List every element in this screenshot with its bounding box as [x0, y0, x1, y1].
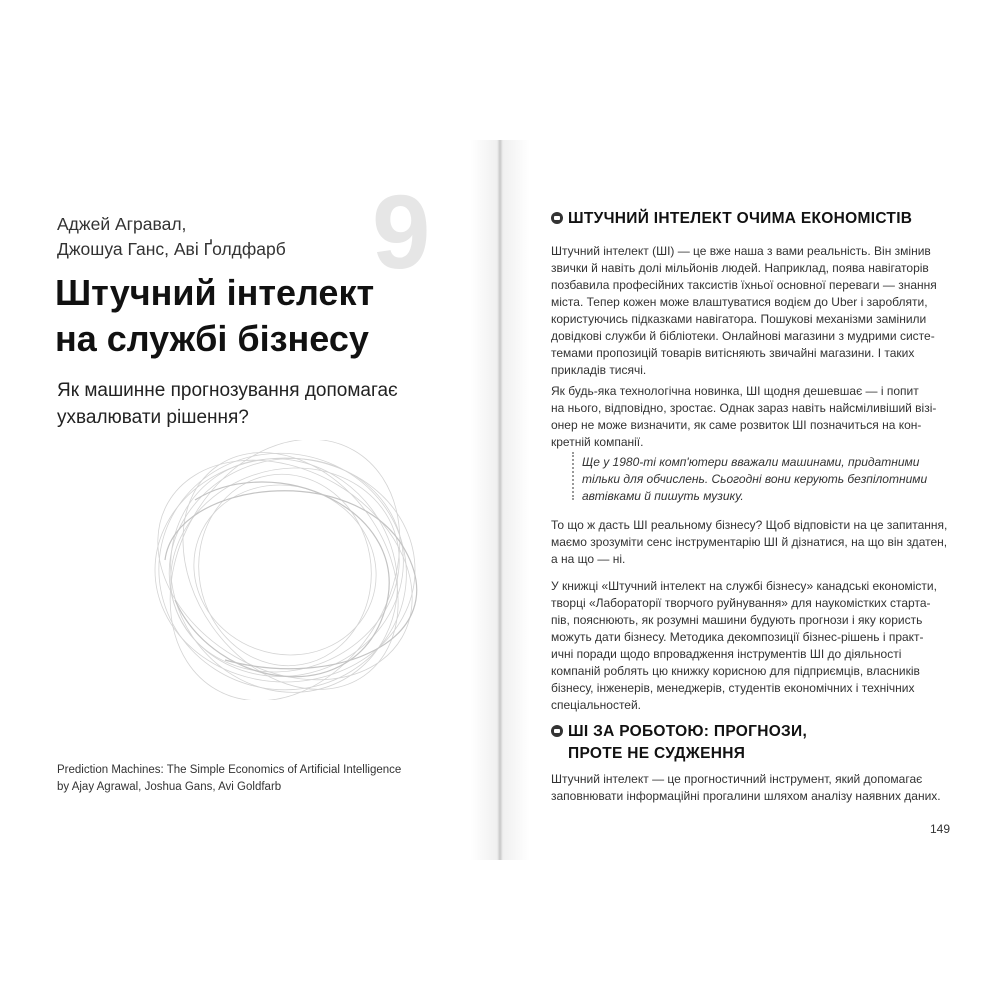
section-heading-2	[551, 721, 807, 765]
decorative-swirl-graphic	[135, 440, 435, 700]
authors-line: Джошуа Ганс, Аві Ґолдфарб	[57, 239, 286, 259]
text-line: онер не може визначити, як саме розвиток ШІ позначиться на кон-	[551, 418, 922, 432]
text-line: прикладів тисячі.	[551, 363, 647, 377]
left-page	[0, 140, 500, 860]
section-heading-text: ШІ ЗА РОБОТОЮ: ПРОГНОЗИ,	[568, 723, 808, 740]
section-heading-1	[551, 208, 912, 230]
text-line: маємо зрозуміти сенс інструментарію ШІ й дізнатися, на що він здатен,	[551, 535, 948, 549]
authors-line: Аджей Агравал,	[57, 214, 187, 234]
text-line: творці «Лабораторії творчого руйнування» для наукомістких старта-	[551, 596, 931, 610]
paragraph-2	[551, 383, 951, 451]
book-subtitle	[57, 377, 398, 431]
quote-marker	[572, 452, 574, 500]
text-line: У книжці «Штучний інтелект на службі бізнесу» канадські економісти,	[551, 579, 937, 593]
text-line: ичні поради щодо впровадження інструментів ШІ до діяльності	[551, 647, 902, 661]
quote-line: тільки для обчислень. Сьогодні вони керують безпілотними	[582, 472, 928, 486]
quote-line: Ще у 1980-ті комп'ютери вважали машинами, придатними	[582, 455, 920, 469]
paragraph-1	[551, 243, 951, 379]
chapter-number: 9	[372, 174, 431, 291]
text-line: бізнесу, інженерів, менеджерів, студентів економічних і технічних	[551, 681, 915, 695]
text-line: заповнювати інформаційні прогалини шляхом аналізу наявних даних.	[551, 789, 941, 803]
subtitle-line: ухвалювати рішення?	[57, 407, 249, 428]
text-line: Штучний інтелект (ШІ) — це вже наша з вами реальність. Він змінив	[551, 244, 931, 258]
text-line: звички й навіть долі мільйонів людей. Наприклад, поява навігаторів	[551, 261, 929, 275]
text-line: міста. Тепер кожен може влаштуватися водієм до Uber і заробляти,	[551, 295, 928, 309]
text-line: спеціальностей.	[551, 698, 642, 712]
subtitle-line: Як машинне прогнозування допомагає	[57, 380, 398, 401]
original-authors-line: by Ajay Agrawal, Joshua Gans, Avi Goldfarb	[57, 781, 282, 793]
text-line: темами пропозицій товарів витісняють звичайні магазини. І таких	[551, 346, 915, 360]
text-line: пів, пояснюють, як розумні машини будують прогнози і яку користь	[551, 613, 923, 627]
book-title-line: на службі бізнесу	[55, 318, 369, 359]
authors	[57, 212, 286, 262]
text-line: позбавила професійних таксистів їхньої основної переваги — знання	[551, 278, 937, 292]
section-bullet-icon	[551, 212, 563, 224]
text-line: користуючись підказками навігатора. Пошукові механізми замінили	[551, 312, 927, 326]
book-title-line: Штучний інтелект	[55, 272, 375, 313]
book-title	[55, 270, 374, 362]
quote-line: автівками й пишуть музику.	[582, 489, 744, 503]
section-heading-text: ПРОТЕ НЕ СУДЖЕННЯ	[568, 745, 746, 762]
text-line: Як будь-яка технологічна новинка, ШІ щодня дешевшає — і попит	[551, 384, 919, 398]
text-line: То що ж дасть ШІ реальному бізнесу? Щоб відповісти на це запитання,	[551, 518, 948, 532]
book-gutter	[470, 140, 530, 860]
text-line: компаній роблять цю книжку корисною для підприємців, власників	[551, 664, 920, 678]
text-line: а на що — ні.	[551, 552, 626, 566]
text-line: кретній компанії.	[551, 435, 644, 449]
paragraph-5	[551, 771, 951, 805]
paragraph-4	[551, 578, 951, 714]
text-line: довідкові служби й бібліотеки. Онлайнові магазини з мудрими систе-	[551, 329, 935, 343]
text-line: на нього, відповідно, зростає. Однак зараз навіть найсміливіший візі-	[551, 401, 937, 415]
pull-quote	[582, 454, 952, 505]
section-heading-text: ШТУЧНИЙ ІНТЕЛЕКТ ОЧИМА ЕКОНОМІСТІВ	[568, 210, 913, 227]
original-title-line: Prediction Machines: The Simple Economics of Artificial Intelligence	[57, 764, 402, 776]
text-line: можуть дати бізнесу. Методика декомпозиції бізнес-рішень і практ-	[551, 630, 924, 644]
paragraph-3	[551, 517, 951, 568]
text-line: Штучний інтелект — це прогностичний інструмент, який допомагає	[551, 772, 923, 786]
section-bullet-icon	[551, 725, 563, 737]
original-edition-info	[57, 762, 401, 796]
page-number: 149	[930, 822, 951, 836]
